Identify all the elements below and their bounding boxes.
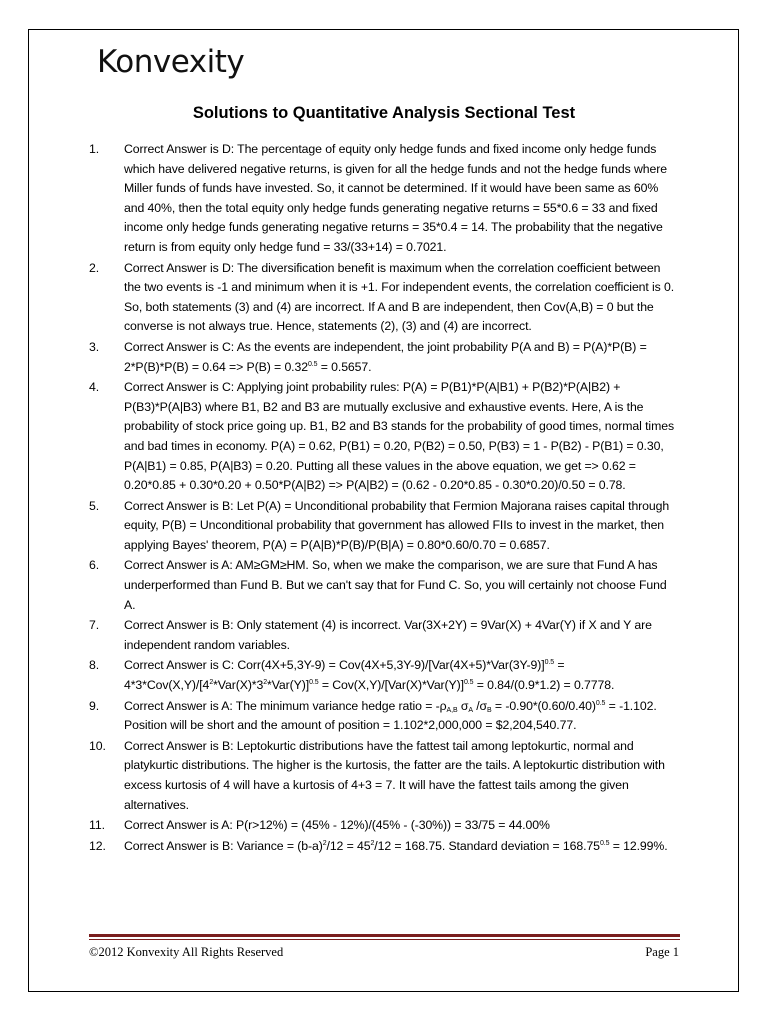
- item-text: Correct Answer is A: AM≥GM≥HM. So, when we make the comparison, we are sure that Fund A has underperformed than Fund B. But we can't say that for Fund C. So, you will certainly not choose Fund A.: [124, 558, 667, 612]
- item-text: Correct Answer is B: Let P(A) = Unconditional probability that Fermion Majorana raises capital through equity, P(B) = Unconditional probability that government has allowed FIIs to invest in the market, then applying Bayes' theorem, P(A) = P(A|B)*P(B)/P(B|A) = 0.80*0.60/0.70 = 0.6857.: [124, 498, 670, 552]
- list-item: [89, 816, 679, 836]
- item-text: Correct Answer is B: Leptokurtic distributions have the fattest tail among leptokurtic, normal and platykurtic distributions. The higher is the kurtosis, the fatter are the tails. A leptokurtic distribution with excess kurtosis of 4 will have a kurtosis of 4+3 = 7. It will have the fattest tails among the given alternatives.: [124, 738, 665, 812]
- item-number: 9.: [89, 698, 100, 713]
- item-text: Correct Answer is D: The diversification benefit is maximum when the correlation coefficient between the two events is -1 and minimum when it is +1. For independent events, the correlation coefficient is 0. So, both statements (3) and (4) are incorrect. If A and B are independent, then Cov(A,B) = 0 but the converse is not always true. Hence, statements (2), (3) and (4) are incorrect.: [124, 260, 675, 334]
- item-number: 11.: [89, 818, 105, 833]
- item-text: Correct Answer is A: P(r>12%) = (45% - 12%)/(45% - (-30%)) = 33/75 = 44.00%: [124, 818, 550, 833]
- footer-copyright: ©2012 Konvexity All Rights Reserved: [89, 945, 284, 959]
- item-text: Correct Answer is B: Only statement (4) is incorrect. Var(3X+2Y) = 9Var(X) + 4Var(Y) if X and Y are independent random variables.: [124, 618, 652, 652]
- list-item: [89, 737, 679, 815]
- item-number: 2.: [89, 260, 100, 275]
- list-item: [89, 140, 679, 258]
- item-number: 5.: [89, 498, 100, 513]
- item-number: 10.: [89, 738, 106, 753]
- page-number: Page 1: [645, 945, 679, 959]
- item-text: Correct Answer is A: The minimum variance hedge ratio = $-\rho_{A,B}$ $\sigma_A$ $/\sigma_B = -0.90*(0.60/0.40)^{0.5} = -1.102$. Position will be short and the amount of position = 1.102*2,000,000 = $2,204,540.77.: [124, 698, 657, 733]
- list-item: [89, 378, 679, 496]
- item-text: Correct Answer is C: Corr(4X+5,3Y-9) = $Cov(4X+5,3Y-9)/[Var(4X+5)*Var(3Y-9)]^{0.5} = 4*3*Cov(X,Y)/[4^2*Var(X)*3^2*Var(Y)]^{0.5} = Cov(X,Y)/[Var(X)*Var(Y)]^{0.5} = 0.84/(0.9*1.2) = 0.7778$.: [124, 658, 615, 693]
- answer-list: [89, 140, 679, 857]
- item-number: 1.: [89, 142, 100, 156]
- list-item: [89, 338, 679, 377]
- list-item: [89, 837, 679, 857]
- item-number: 6.: [89, 558, 100, 573]
- list-item: [89, 697, 679, 736]
- list-item: [89, 656, 679, 695]
- list-item: [89, 556, 679, 615]
- footer-divider: [89, 934, 680, 937]
- item-text: Correct Answer is C: As the events are independent, the joint probability P(A and $B) = P(A)*P(B) = 2*P(B)*P(B) = 0.64 => P(B) = 0.32^{0.5} = 0.5657$.: [124, 339, 647, 374]
- item-number: 7.: [89, 618, 100, 633]
- list-item: [89, 259, 679, 337]
- item-text: Correct Answer is C: Applying joint probability rules: P(A) = P(B1)*P(A|B1) + P(B2)*P(A|B2) + P(B3)*P(A|B3) where B1, B2 and B3 are mutually exclusive and exhaustive events. Here, A is the probability of stock price going up. B1, B2 and B3 stands for the probability of good times, normal times and bad times in economy. P(A) = 0.62, P(B1) = 0.20, P(B2) = 0.50, P(B3) = 1 - P(B2) - P(B1) = 0.30, P(A|B1) = 0.85, P(A|B3) = 0.20. Putting all these values in the above equation, we get => 0.62 = 0.20*0.85 + 0.30*0.20 + 0.50*P(A|B2) => P(A|B2) = (0.62 - 0.20*0.85 - 0.30*0.20)/0.50 = 0.78.: [124, 380, 674, 493]
- list-item: [89, 497, 679, 556]
- item-text: Correct Answer is D: The percentage of equity only hedge funds and fixed income only hedge funds which have delivered negative returns, is given for all the hedge funds and not the hedge funds where Miller funds of funds have invested. So, it cannot be determined. If it would have been same as 60% and 40%, then the total equity only hedge funds generating negative returns = 55*0.6 = 33 and fixed income only hedge funds generating negative returns = 35*0.4 = 14. The probability that the negative return is from equity only hedge fund = 33/(33+14) = 0.7021.: [124, 142, 667, 254]
- item-number: 4.: [89, 380, 100, 395]
- list-item: [89, 616, 679, 655]
- item-number: 3.: [89, 339, 100, 354]
- document-title: Solutions to Quantitative Analysis Sectional Test: [192, 104, 576, 122]
- item-text: Correct Answer is B: Variance = $(b-a)^2/12 = 45^2/12 = 168.75$. Standard deviation = $168.75^{0.5} = 12.99\%$.: [124, 838, 668, 853]
- item-number: 8.: [89, 658, 100, 673]
- konvexity-logo: Konvexity: [97, 44, 245, 80]
- item-number: 12.: [89, 838, 106, 853]
- footer-divider-thin: [89, 939, 680, 940]
